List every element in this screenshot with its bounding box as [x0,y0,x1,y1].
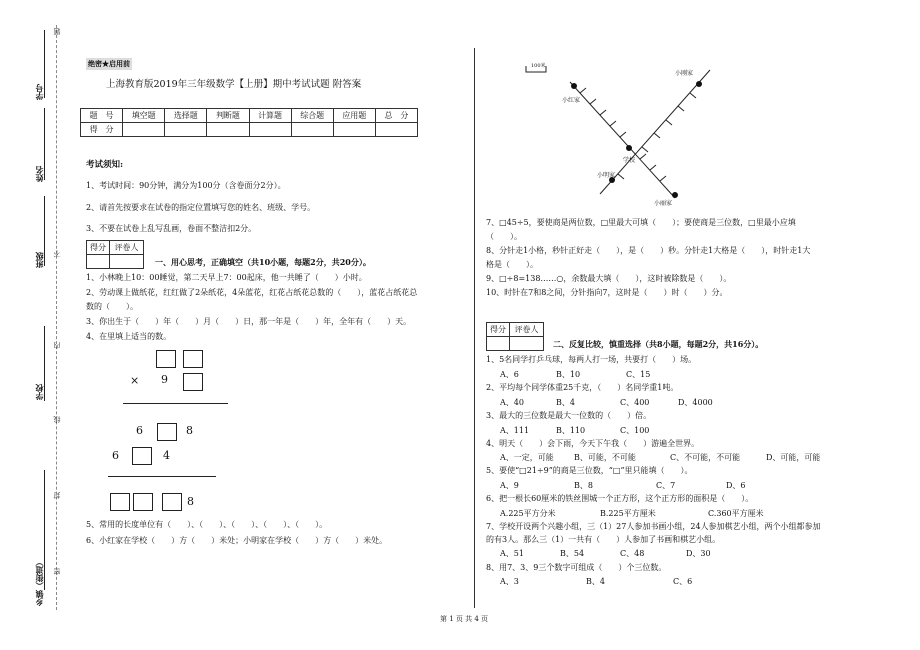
partial-digit: 6 [136,424,143,437]
grader-score-label: 得分 [87,241,110,255]
grader-name-label: 评卷人 [110,241,144,255]
partial-digit: 4 [163,449,170,462]
mc-option[interactable]: C、15 [626,370,651,379]
mc-question: 7、学校开设两个兴趣小组，三（1）27人参加书画小组，24人参加棋艺小组，两个小组都参加 [486,522,821,531]
score-table-header: 题 号 [81,109,123,123]
mc-option[interactable]: A、40 [500,398,524,407]
result-digit: 8 [187,495,194,508]
seal-char: 封 [53,492,61,499]
notice-item: 3、不要在试卷上乱写乱画，卷面不整洁扣2分。 [86,224,257,233]
mc-question-cont: 的有3人。那么三（1）一共有（ ）人参加了书画和棋艺小组。 [486,535,721,544]
mc-option[interactable]: C、48 [620,549,645,558]
grader-cell [87,255,110,269]
school-line [44,326,45,401]
score-table-header: 总 分 [375,109,417,123]
question-9: 9、□÷8=138……○，余数最大填（ ），这时被除数是（ ）。 [486,274,732,283]
score-cell [123,123,165,137]
score-table-header: 选择题 [165,109,207,123]
question-4: 4、在里填上适当的数。 [86,332,172,341]
question-2: 2、劳动课上做纸花，红红做了2朵纸花，4朵蓝花，红花占纸花总数的（ ），蓝花占纸花总 [86,288,418,297]
student-id-line [44,30,45,98]
score-table-header: 判断题 [207,109,249,123]
score-table [80,108,418,137]
multiplier-digit: 9 [161,373,168,386]
times-sign: × [130,374,140,387]
mc-option[interactable]: A、51 [500,549,524,558]
map-label: 小丽家 [654,200,673,207]
column-divider [474,48,475,608]
score-cell [165,123,207,137]
answer-box[interactable] [133,493,153,511]
mc-option[interactable]: B、可能，不可能 [574,453,636,462]
mc-option[interactable]: B、4 [586,577,605,586]
grader-cell [110,255,144,269]
mc-option[interactable]: B.225平方厘米 [600,509,656,518]
mc-option[interactable]: C、不可能，不可能 [670,453,741,462]
grader-score-label: 得分 [487,323,510,337]
sum-line [108,476,216,477]
page-title: 上海教育版2019年三年级数学【上册】期中考试试题 附答案 [106,79,362,90]
product-line [123,403,228,404]
seal-char: 不 [53,250,61,257]
seal-char: 线 [53,416,61,423]
score-table-header: 综合题 [291,109,333,123]
map-label: 小红家 [562,97,581,104]
mc-option[interactable]: C、7 [656,481,676,490]
score-row-label: 得 分 [81,123,123,137]
section1-heading: 一、用心思考，正确填空（共10小题，每题2分，共20分）。 [155,257,371,267]
answer-box[interactable] [156,350,176,368]
mc-option[interactable]: A.225平方分米 [500,509,556,518]
map-label: 小刚家 [675,70,694,77]
mc-option[interactable]: D、可能，可能 [766,453,821,462]
seal-dashed-line [56,25,57,610]
score-cell [249,123,291,137]
mc-option[interactable]: D、4000 [678,398,713,407]
mc-question: 3、最大的三位数是最大一位数的（ ）倍。 [486,411,652,420]
score-table-header: 应用题 [333,109,375,123]
question-7-cont: （ ）。 [486,232,522,241]
class-line [44,196,45,266]
partial-digit: 8 [186,424,193,437]
question-10: 10、时针在7和8之间，分针指向7，这时是（ ）时（ ）分。 [486,288,728,297]
question-7: 7、□45÷5，要使商是两位数，□里最大可填（ ）；要使商是三位数，□里最小应填 [486,218,796,227]
grader-box [486,322,544,351]
notice-heading: 考试须知: [86,160,124,170]
mc-option[interactable]: A、3 [500,577,519,586]
mc-option[interactable]: D、6 [726,481,746,490]
mc-option[interactable]: B、8 [574,481,593,490]
margin-label-town: 乡镇（街道） [34,558,44,606]
mc-option[interactable]: B、54 [560,549,585,558]
notice-item: 2、请首先按要求在试卷的指定位置填写您的姓名、班级、学号。 [86,203,316,212]
map-scale-label: 100米 [531,63,546,69]
partial-digit: 6 [112,449,119,462]
score-cell [207,123,249,137]
grader-cell [510,337,544,351]
question-3: 3、你出生于（ ）年（ ）月（ ）日，那一年是（ ）年，全年有（ ）天。 [86,317,412,326]
question-6: 6、小红家在学校（ ）方（ ）米处；小明家在学校（ ）方（ ）米处。 [86,536,388,545]
score-cell [375,123,417,137]
question-8-cont: 格是（ ）。 [486,260,538,269]
grader-box [86,240,144,269]
margin-label-class: 班级 [34,252,44,268]
map-label: 学校 [623,157,636,164]
grader-cell [487,337,510,351]
mc-option[interactable]: C、100 [620,426,650,435]
section2-heading: 二、反复比较，慎重选择（共8小题，每题2分，共16分）。 [553,339,764,349]
grader-name-label: 评卷人 [510,323,544,337]
margin-label-student-id: 学号 [34,84,44,100]
mc-option[interactable]: B、110 [556,426,586,435]
margin-label-name: 姓名 [34,166,44,182]
seal-char: 内 [53,342,61,349]
answer-box[interactable] [110,493,130,511]
question-8: 8、分针走1小格，秒针正好走（ ），是（ ）秒。分针走1大格是（ ），时针走1大 [486,246,811,255]
mc-question: 6、把一根长60厘米的铁丝围城一个正方形，这个正方形的面积是（ ）。 [486,494,754,503]
mc-question: 4、明天（ ）会下雨，今天下午我（ ）游遍全世界。 [486,439,700,448]
seal-char: 密 [53,568,61,575]
question-1: 1、小林晚上10：00睡觉，第二天早上7：00起床，他一共睡了（ ）小时。 [86,273,367,282]
score-table-header: 填空题 [123,109,165,123]
map-label: 小明家 [597,172,616,179]
mc-question: 8、用7、3、9三个数字可组成（ ）个三位数。 [486,563,667,572]
mc-question: 5、要使“□21÷9”的商是三位数，“□”里只能填（ ）。 [486,466,693,475]
mc-option[interactable]: A、9 [500,481,519,490]
mc-option[interactable]: C.360平方厘米 [708,509,764,518]
seal-char: 题 [53,28,61,35]
name-line [44,108,45,180]
answer-box[interactable] [183,373,203,391]
page-footer: 第 1 页 共 4 页 [440,615,489,623]
question-5: 5、常用的长度单位有（ ）、（ ）、（ ）、（ ）、（ ）。 [86,520,328,529]
mc-question: 2、平均每个同学体重25千克，（ ）名同学重1吨。 [486,383,679,392]
answer-box[interactable] [132,447,152,465]
mc-option[interactable]: C、6 [673,577,693,586]
mc-option[interactable]: A、一定，可能 [500,453,554,462]
score-cell [291,123,333,137]
mc-option[interactable]: A、111 [500,426,530,435]
mc-option[interactable]: A、6 [500,370,519,379]
mc-option[interactable]: C、400 [620,398,650,407]
question-2-cont: 数的（ ）。 [86,302,138,311]
mc-option[interactable]: D、30 [686,549,711,558]
score-table-header: 计算题 [249,109,291,123]
mc-option[interactable]: B、10 [556,370,581,379]
score-cell [333,123,375,137]
town-line [44,470,45,590]
mc-option[interactable]: B、4 [556,398,575,407]
notice-item: 1、考试时间：90分钟，满分为100分（含卷面分2分）。 [86,181,286,190]
margin-label-school: 学校 [34,384,44,400]
confidential-badge: 绝密★启用前 [88,59,130,68]
mc-question: 1、5名同学打乒乓球，每两人打一场，共要打（ ）场。 [486,355,697,364]
answer-box[interactable] [183,350,203,368]
answer-box[interactable] [162,493,182,511]
answer-box[interactable] [157,423,177,441]
